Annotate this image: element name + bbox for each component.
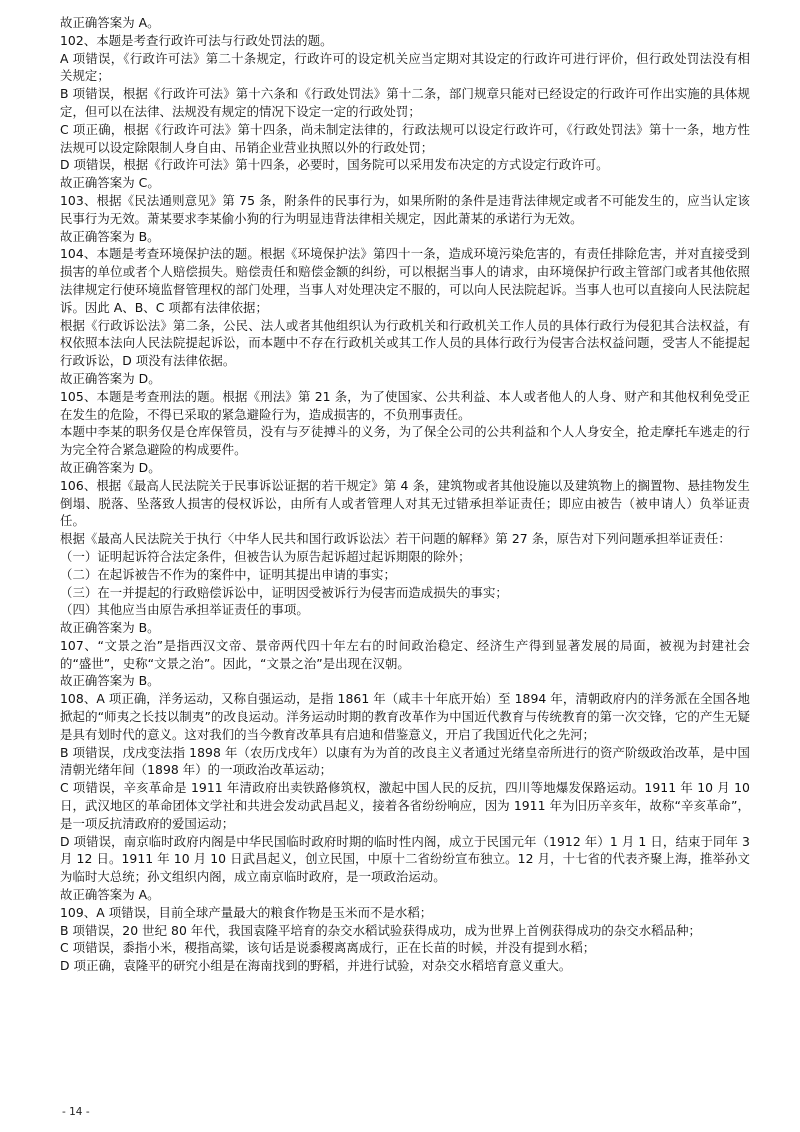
text-paragraph: 故正确答案为 C。	[60, 175, 160, 191]
page-number: - 14 -	[62, 1106, 90, 1118]
text-paragraph: 故正确答案为 B。	[60, 673, 160, 689]
text-paragraph: （一）证明起诉符合法定条件，但被告认为原告起诉超过起诉期限的除外；	[60, 548, 471, 564]
text-paragraph: 107、“文景之治”是指西汉文帝、景帝两代四十年左右的时间政治稳定、经济生产得到显著发展的局面，被视为封建社会的“盛世”，史称“文景之治”。因此，“文景之治”是出现在汉朝。	[60, 637, 750, 671]
text-paragraph: D 项错误，南京临时政府内阁是中华民国临时政府时期的临时性内阁，成立于民国元年（1912 年）1 月 1 日，结束于同年 3 月 12 日。1911 年 10 月 10 日武昌起义，创立民国，中原十二省纷纷宣布独立。12 月，十七省的代表齐聚上海，推举孙文为临时大总统；孙文组织内阁，成立南京临时政府，是一项政治运动。	[60, 833, 750, 885]
text-paragraph: 故正确答案为 A。	[60, 887, 160, 903]
text-paragraph: 故正确答案为 B。	[60, 228, 160, 244]
text-paragraph: 109、A 项错误，目前全球产量最大的粮食作物是玉米而不是水稻；	[60, 904, 433, 920]
text-paragraph: 108、A 项正确，洋务运动，又称自强运动，是指 1861 年（咸丰十年底开始）至 1894 年，清朝政府内的洋务派在全国各地掀起的“师夷之长技以制夷”的改良运动。洋务运动时期的教育改革作为中国近代教育与传统教育的第一次交锋，它的产生无疑是具有划时代的意义。这对我们的当今教育改革具有启迪和借鉴意义，开启了我国近代化之先河；	[60, 691, 750, 742]
text-paragraph: B 项错误，根据《行政许可法》第十六条和《行政处罚法》第十二条，部门规章只能对已经设定的行政许可作出实施的具体规定，但可以在法律、法规没有规定的情况下设定一定的行政处罚；	[60, 86, 750, 119]
text-paragraph: （二）在起诉被告不作为的案件中，证明其提出申请的事实；	[60, 566, 396, 582]
text-paragraph: D 项错误，根据《行政许可法》第十四条，必要时，国务院可以采用发布决定的方式设定行政许可。	[60, 157, 609, 173]
text-paragraph: 104、本题是考查环境保护法的题。根据《环境保护法》第四十一条，造成环境污染危害的，有责任排除危害，并对直接受到损害的单位或者个人赔偿损失。赔偿责任和赔偿金额的纠纷，可以根据当事人的请求，由环境保护行政主管部门或者其他依照法律规定行使环境监督管理权的部门处理，当事人对处理决定不服的，可以向人民法院起诉。当事人也可以直接向人民法院起诉。因此 A、B、C 项都有法律依据；	[60, 246, 750, 315]
text-paragraph: 本题中李某的职务仅是仓库保管员，没有与歹徒搏斗的义务，为了保全公司的公共利益和个人人身安全，抢走摩托车逃走的行为完全符合紧急避险的构成要件。	[60, 424, 750, 458]
text-paragraph: 故正确答案为 D。	[60, 459, 161, 475]
text-paragraph: 故正确答案为 D。	[60, 370, 161, 386]
text-paragraph: C 项正确，根据《行政许可法》第十四条，尚未制定法律的，行政法规可以设定行政许可，《行政处罚法》第十一条，地方性法规可以设定除限制人身自由、吊销企业营业执照以外的行政处罚；	[60, 121, 750, 155]
text-paragraph: 根据《行政诉讼法》第二条，公民、法人或者其他组织认为行政机关和行政机关工作人员的具体行政行为侵犯其合法权益，有权依照本法向人民法院提起诉讼，而本题中不存在行政机关或其工作人员的具体行政行为侵害合法权益问题，受害人不能提起行政诉讼，D 项没有法律依据。	[60, 317, 750, 369]
text-paragraph: （四）其他应当由原告承担举证责任的事项。	[60, 602, 309, 618]
text-paragraph: C 项错误，辛亥革命是 1911 年清政府出卖铁路修筑权，激起中国人民的反抗，四川等地爆发保路运动。1911 年 10 月 10 日，武汉地区的革命团体文学社和共进会发动武昌起义，接着各省纷纷响应，因为 1911 年为旧历辛亥年，故称“辛亥革命”，是一项反抗清政府的爱国运动；	[60, 780, 750, 831]
text-paragraph: A 项错误，《行政许可法》第二十条规定，行政许可的设定机关应当定期对其设定的行政许可进行评价，但行政处罚法没有相关规定；	[60, 50, 750, 84]
text-paragraph: C 项错误，黍指小米，稷指高粱，该句话是说黍稷离离成行，正在长苗的时候，并没有提到水稻；	[60, 940, 596, 956]
text-paragraph: 105、本题是考查刑法的题。根据《刑法》第 21 条，为了使国家、公共利益、本人或者他人的人身、财产和其他权利免受正在发生的危险，不得已采取的紧急避险行为，造成损害的，不负刑事责任。	[60, 388, 750, 422]
text-paragraph: 故正确答案为 A。	[60, 15, 160, 30]
text-paragraph: 106、根据《最高人民法院关于民事诉讼证据的若干规定》第 4 条，建筑物或者其他设施以及建筑物上的搁置物、悬挂物发生倒塌、脱落、坠落致人损害的侵权诉讼，由所有人或者管理人对其无过错承担举证责任；即应由被告（被申请人）负举证责任。	[60, 477, 750, 529]
text-paragraph: 根据《最高人民法院关于执行〈中华人民共和国行政诉讼法〉若干问题的解释》第 27 条，原告对下列问题承担举证责任：	[60, 531, 731, 547]
text-paragraph: B 项错误，戊戌变法指 1898 年（农历戊戌年）以康有为为首的改良主义者通过光绪皇帝所进行的资产阶级政治改革，是中国清朝光绪年间（1898 年）的一项政治改革运动；	[60, 744, 750, 778]
text-paragraph: （三）在一并提起的行政赔偿诉讼中，证明因受被诉行为侵害而造成损失的事实；	[60, 584, 508, 600]
text-paragraph: 故正确答案为 B。	[60, 620, 160, 636]
text-paragraph: D 项正确，袁隆平的研究小组是在海南找到的野稻，并进行试验，对杂交水稻培育意义重大。	[60, 958, 572, 974]
text-paragraph: B 项错误，20 世纪 80 年代，我国袁隆平培育的杂交水稻试验获得成功，成为世界上首例获得成功的杂交水稻品种；	[60, 922, 701, 938]
text-paragraph: 103、根据《民法通则意见》第 75 条，附条件的民事行为，如果所附的条件是违背法律规定或者不可能发生的，应当认定该民事行为无效。萧某要求李某偷小狗的行为明显违背法律相关规定，因此萧某的承诺行为无效。	[60, 192, 750, 226]
text-paragraph: 102、本题是考查行政许可法与行政处罚法的题。	[60, 32, 333, 48]
document-body	[60, 14, 750, 975]
